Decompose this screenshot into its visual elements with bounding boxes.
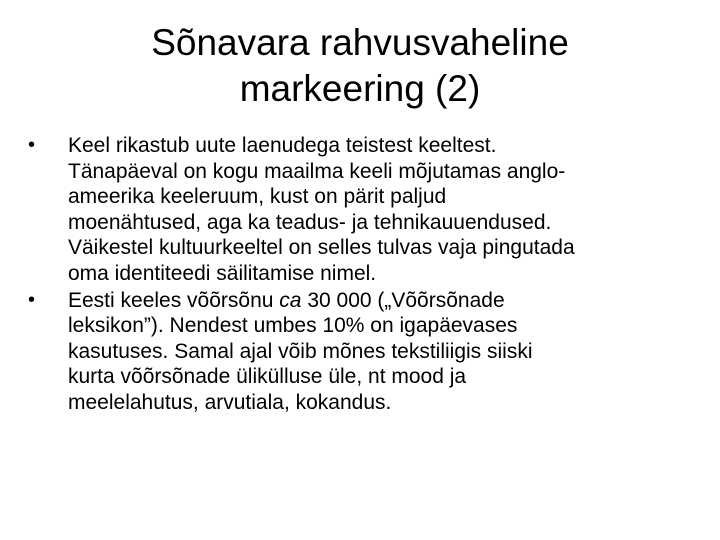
title-line: Sõnavara rahvusvaheline xyxy=(151,22,569,63)
bullet-marker: • xyxy=(28,134,36,156)
bullet-list xyxy=(26,133,686,417)
title-line: markeering (2) xyxy=(239,68,481,109)
bullet-text-line: oma identiteedi säilitamise nimel. xyxy=(68,261,377,285)
bullet-item xyxy=(26,133,686,287)
bullet-text-line: ameerika keeleruum, kust on pärit paljud xyxy=(68,185,447,209)
bullet-text-line: kurta võõrsõnade ülikülluse üle, nt mood ja xyxy=(68,365,467,389)
bullet-text-line xyxy=(68,288,686,314)
bullet-text-line: meelelahutus, arvutiala, kokandus. xyxy=(68,390,392,414)
bullet-text-line: moenähtused, aga ka teadus- ja tehnikauuendused. xyxy=(68,210,552,234)
bullet-item xyxy=(26,288,686,416)
bullet-text-line: leksikon”). Nendest umbes 10% on igapäevases xyxy=(68,314,518,338)
bullet-text-line: Väikestel kultuurkeeltel on selles tulvas vaja pingutada xyxy=(68,236,575,260)
bullet-text-line: Tänapäeval on kogu maailma keeli mõjutamas anglo- xyxy=(68,159,566,183)
text-segment: Eesti keeles võõrsõnu xyxy=(68,288,280,312)
bullet-text-line: Keel rikastub uute laenudega teistest keeltest. xyxy=(68,134,497,157)
italic-abbreviation: ca xyxy=(279,288,302,312)
text-segment: 30 000 („Võõrsõnade xyxy=(301,288,505,312)
slide-title xyxy=(60,20,660,112)
bullet-text-line: kasutuses. Samal ajal võib mõnes tekstiliigis siiski xyxy=(68,339,533,363)
bullet-marker: • xyxy=(28,288,36,311)
